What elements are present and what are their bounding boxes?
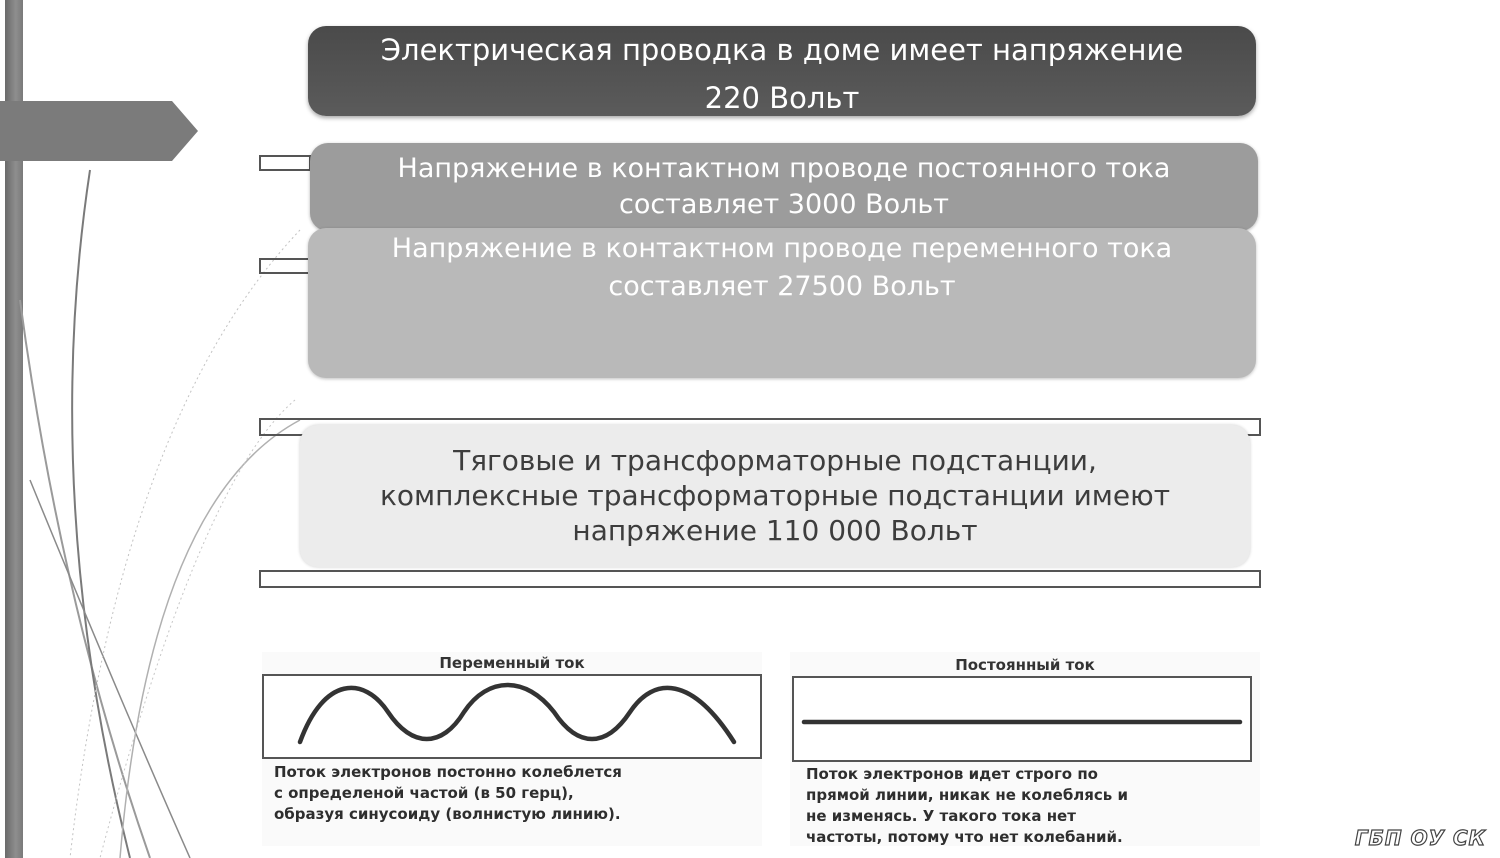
dc-straight-line: [794, 678, 1250, 760]
bracket-left-1: [259, 155, 311, 171]
substation-line1: Тяговые и трансформаторные подстанции,: [453, 444, 1097, 477]
ac-panel-title: Переменный ток: [439, 654, 585, 672]
dc-panel: [790, 652, 1260, 846]
home-voltage-line1: Электрическая проводка в доме имеет напряжение: [380, 33, 1184, 67]
ac-panel-text: Поток электронов постонно колеблется с определеной частой (в 50 герц), образуя синусоиду (волнистую линию).: [274, 763, 622, 823]
home-voltage-line2: 220 Вольт: [704, 81, 860, 115]
substation-line2: комплексные трансформаторные подстанции имеют: [379, 479, 1170, 512]
dc-voltage-box: [310, 143, 1258, 231]
arrow-marker: [0, 101, 198, 161]
home-voltage-box: [308, 26, 1256, 116]
watermark: ГБП ОУ СК: [1354, 826, 1486, 850]
bracket-frame-bottom: [259, 570, 1261, 588]
dc-panel-text: Поток электронов идет строго по прямой линии, никак не колеблясь и не изменясь. У такого тока нет частоты, потому что нет колебаний.: [806, 765, 1129, 846]
bracket-left-2: [259, 258, 311, 274]
ac-voltage-line2: составляет 27500 Вольт: [608, 271, 956, 302]
substation-line3: напряжение 110 000 Вольт: [572, 514, 978, 547]
dc-voltage-line1: Напряжение в контактном проводе постоянного тока: [397, 153, 1171, 184]
dc-voltage-line2: составляет 3000 Вольт: [618, 189, 950, 220]
ac-sine-wave: [264, 676, 760, 757]
ac-voltage-line1: Напряжение в контактном проводе переменного тока: [391, 233, 1173, 264]
ac-panel: [262, 652, 762, 846]
substation-voltage-box: [300, 425, 1250, 567]
dc-panel-title: Постоянный ток: [955, 656, 1095, 674]
ac-wave-plot: [262, 674, 762, 759]
dc-line-plot: [792, 676, 1252, 762]
ac-voltage-box: [308, 228, 1256, 378]
